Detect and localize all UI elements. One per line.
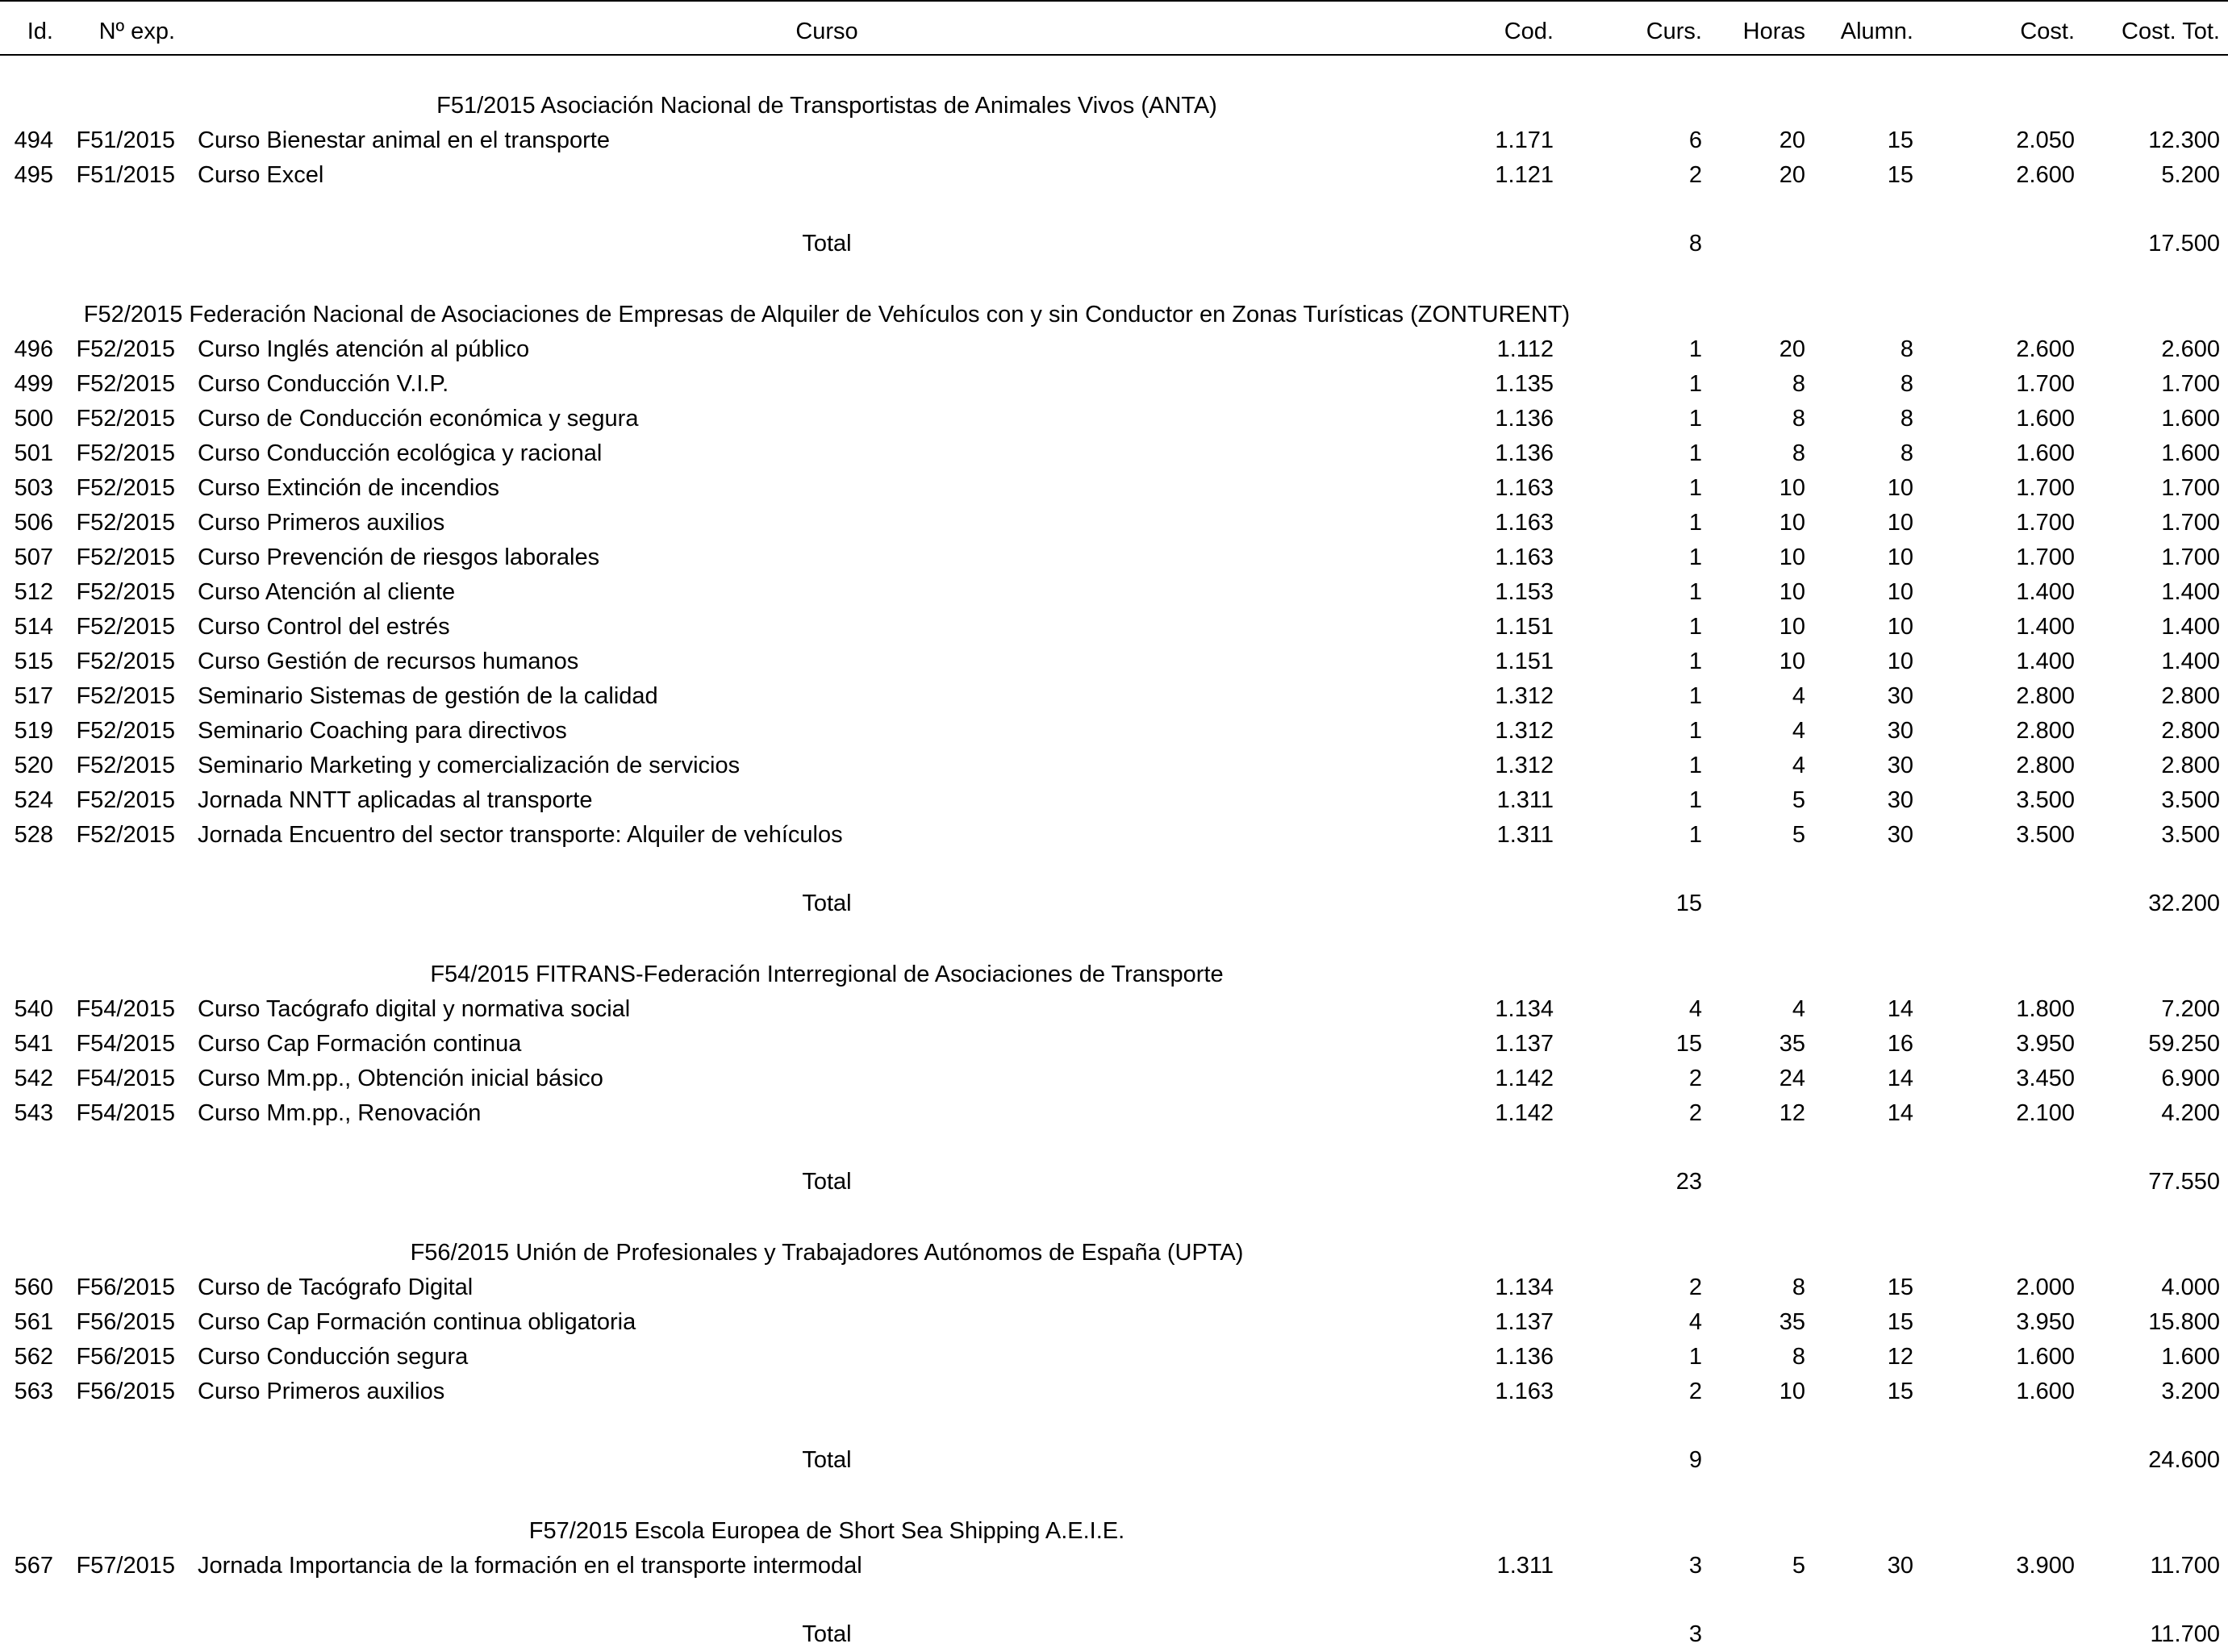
row-cost-tot: 4.000: [2161, 1274, 2220, 1300]
row-horas: 8: [1792, 406, 1805, 432]
group-total-label: Total: [802, 1169, 852, 1195]
row-cost-tot: 2.600: [2161, 336, 2220, 362]
row-curso: Curso Extinción de incendios: [198, 475, 499, 501]
row-alumn: 30: [1887, 1553, 1913, 1579]
group-total-curs: 9: [1688, 1447, 1702, 1473]
row-alumn: 8: [1900, 406, 1913, 432]
row-cod: 1.171: [1495, 127, 1554, 153]
row-cost: 1.600: [2016, 1344, 2075, 1370]
row-exp: F52/2015: [76, 718, 175, 744]
row-curs: 1: [1688, 544, 1702, 570]
group-total-cost: 17.500: [2148, 231, 2220, 257]
row-curs: 1: [1688, 683, 1702, 709]
row-curso: Curso Gestión de recursos humanos: [198, 649, 579, 674]
row-id: 562: [14, 1344, 53, 1370]
row-exp: F52/2015: [76, 753, 175, 778]
row-curs: 1: [1688, 510, 1702, 536]
row-cost: 1.600: [2016, 1379, 2075, 1404]
row-cod: 1.311: [1496, 822, 1554, 848]
row-curso: Jornada NNTT aplicadas al transporte: [198, 787, 593, 813]
row-horas: 35: [1779, 1309, 1805, 1335]
row-cost: 2.100: [2016, 1100, 2075, 1126]
row-cost: 1.700: [2016, 544, 2075, 570]
column-header-cost-tot: Cost. Tot.: [2122, 19, 2220, 44]
row-cost-tot: 1.400: [2161, 649, 2220, 674]
row-cod: 1.312: [1495, 718, 1554, 744]
row-cost: 1.800: [2016, 996, 2075, 1022]
row-horas: 4: [1792, 996, 1805, 1022]
row-curso: Curso Primeros auxilios: [198, 510, 445, 536]
row-horas: 4: [1792, 718, 1805, 744]
row-curs: 4: [1688, 1309, 1702, 1335]
row-curs: 1: [1688, 406, 1702, 432]
row-cost: 3.500: [2016, 787, 2075, 813]
row-horas: 12: [1779, 1100, 1805, 1126]
row-exp: F52/2015: [76, 787, 175, 813]
row-horas: 10: [1779, 475, 1805, 501]
row-id: 561: [14, 1309, 53, 1335]
row-alumn: 16: [1887, 1031, 1913, 1057]
row-curs: 1: [1688, 753, 1702, 778]
row-cod: 1.311: [1496, 787, 1554, 813]
row-curs: 1: [1688, 579, 1702, 605]
group-total-cost: 32.200: [2148, 891, 2220, 916]
row-id: 494: [14, 127, 53, 153]
row-cost-tot: 11.700: [2150, 1553, 2220, 1579]
row-exp: F54/2015: [76, 1031, 175, 1057]
row-cod: 1.121: [1495, 162, 1554, 188]
group-title: F56/2015 Unión de Profesionales y Trabajadores Autónomos de España (UPTA): [410, 1240, 1244, 1266]
row-exp: F51/2015: [76, 162, 175, 188]
row-cod: 1.134: [1495, 1274, 1554, 1300]
column-header-id: Id.: [27, 19, 53, 44]
row-curso: Curso Tacógrafo digital y normativa social: [198, 996, 631, 1022]
row-exp: F52/2015: [76, 544, 175, 570]
row-id: 501: [14, 440, 53, 466]
row-alumn: 15: [1887, 127, 1913, 153]
group-title: F57/2015 Escola Europea de Short Sea Shipping A.E.I.E.: [528, 1518, 1125, 1544]
row-cost-tot: 1.700: [2161, 544, 2220, 570]
row-alumn: 30: [1887, 718, 1913, 744]
row-cost: 1.700: [2016, 475, 2075, 501]
row-exp: F52/2015: [76, 336, 175, 362]
row-horas: 5: [1792, 822, 1805, 848]
row-alumn: 14: [1887, 1066, 1913, 1091]
row-cod: 1.151: [1495, 649, 1554, 674]
row-exp: F52/2015: [76, 510, 175, 536]
row-horas: 8: [1792, 371, 1805, 397]
row-cod: 1.153: [1495, 579, 1554, 605]
group-total-curs: 3: [1688, 1621, 1702, 1647]
row-horas: 10: [1779, 544, 1805, 570]
row-exp: F52/2015: [76, 579, 175, 605]
row-curso: Curso Conducción ecológica y racional: [198, 440, 603, 466]
row-alumn: 15: [1887, 1274, 1913, 1300]
row-horas: 5: [1792, 1553, 1805, 1579]
row-curso: Curso Control del estrés: [198, 614, 450, 640]
column-header-curs: Curs.: [1646, 19, 1702, 44]
row-alumn: 10: [1887, 614, 1913, 640]
group-total-cost: 11.700: [2150, 1621, 2220, 1647]
row-cost-tot: 2.800: [2161, 718, 2220, 744]
row-horas: 10: [1779, 649, 1805, 674]
row-id: 517: [14, 683, 53, 709]
group-total-cost: 24.600: [2148, 1447, 2220, 1473]
row-curs: 2: [1688, 1274, 1702, 1300]
row-curso: Curso Mm.pp., Renovación: [198, 1100, 482, 1126]
row-cost-tot: 1.600: [2161, 1344, 2220, 1370]
row-cod: 1.311: [1496, 1553, 1554, 1579]
row-curso: Curso Conducción segura: [198, 1344, 469, 1370]
row-cod: 1.312: [1495, 683, 1554, 709]
row-cod: 1.112: [1496, 336, 1554, 362]
row-curso: Jornada Importancia de la formación en el transporte intermodal: [198, 1553, 862, 1579]
row-cod: 1.163: [1495, 1379, 1554, 1404]
row-id: 507: [14, 544, 53, 570]
row-curso: Curso de Tacógrafo Digital: [198, 1274, 474, 1300]
row-cod: 1.136: [1495, 1344, 1554, 1370]
row-exp: F56/2015: [76, 1309, 175, 1335]
row-cod: 1.163: [1495, 510, 1554, 536]
row-cost: 2.800: [2016, 718, 2075, 744]
row-alumn: 30: [1887, 822, 1913, 848]
group-title: F54/2015 FITRANS-Federación Interregional de Asociaciones de Transporte: [430, 962, 1224, 987]
row-alumn: 12: [1887, 1344, 1913, 1370]
row-alumn: 8: [1900, 440, 1913, 466]
row-curso: Curso Inglés atención al público: [198, 336, 530, 362]
row-id: 540: [14, 996, 53, 1022]
row-exp: F52/2015: [76, 475, 175, 501]
row-curs: 3: [1688, 1553, 1702, 1579]
row-curso: Curso Bienestar animal en el transporte: [198, 127, 610, 153]
row-exp: F54/2015: [76, 1100, 175, 1126]
row-curs: 2: [1688, 1100, 1702, 1126]
group-total-label: Total: [802, 231, 852, 257]
row-alumn: 8: [1900, 336, 1913, 362]
row-cost: 2.600: [2016, 162, 2075, 188]
column-header-alumn: Alumn.: [1840, 19, 1913, 44]
row-curs: 1: [1688, 336, 1702, 362]
row-exp: F54/2015: [76, 1066, 175, 1091]
row-alumn: 8: [1900, 371, 1913, 397]
column-header-horas: Horas: [1742, 19, 1805, 44]
row-cost-tot: 1.700: [2161, 371, 2220, 397]
column-header-exp: Nº exp.: [98, 19, 175, 44]
row-curs: 1: [1688, 475, 1702, 501]
row-id: 506: [14, 510, 53, 536]
row-cost: 3.950: [2016, 1309, 2075, 1335]
row-id: 520: [14, 753, 53, 778]
row-alumn: 10: [1887, 475, 1913, 501]
row-exp: F52/2015: [76, 440, 175, 466]
row-cost: 2.800: [2016, 683, 2075, 709]
row-cost: 1.400: [2016, 614, 2075, 640]
row-curs: 1: [1688, 787, 1702, 813]
row-exp: F52/2015: [76, 406, 175, 432]
row-cost-tot: 5.200: [2161, 162, 2220, 188]
row-alumn: 30: [1887, 753, 1913, 778]
column-header-cost: Cost.: [2020, 19, 2075, 44]
row-id: 495: [14, 162, 53, 188]
row-cost-tot: 3.500: [2161, 822, 2220, 848]
row-cod: 1.135: [1495, 371, 1554, 397]
row-curso: Jornada Encuentro del sector transporte: Alquiler de vehículos: [198, 822, 843, 848]
row-horas: 10: [1779, 579, 1805, 605]
group-total-label: Total: [802, 891, 852, 916]
row-exp: F51/2015: [76, 127, 175, 153]
row-cod: 1.137: [1495, 1309, 1554, 1335]
row-horas: 24: [1779, 1066, 1805, 1091]
row-alumn: 10: [1887, 649, 1913, 674]
row-curso: Curso Primeros auxilios: [198, 1379, 445, 1404]
row-cost-tot: 1.400: [2161, 614, 2220, 640]
row-id: 563: [14, 1379, 53, 1404]
row-curso: Curso Mm.pp., Obtención inicial básico: [198, 1066, 603, 1091]
header-rule: [0, 54, 2228, 56]
row-horas: 8: [1792, 1274, 1805, 1300]
row-cost-tot: 1.600: [2161, 406, 2220, 432]
row-curs: 1: [1688, 822, 1702, 848]
row-cost-tot: 3.500: [2161, 787, 2220, 813]
row-horas: 20: [1779, 127, 1805, 153]
row-cost-tot: 1.400: [2161, 579, 2220, 605]
row-alumn: 10: [1887, 510, 1913, 536]
row-curso: Curso Conducción V.I.P.: [198, 371, 449, 397]
row-cost: 3.500: [2016, 822, 2075, 848]
row-curso: Curso Prevención de riesgos laborales: [198, 544, 600, 570]
row-cost-tot: 1.700: [2161, 510, 2220, 536]
row-id: 515: [14, 649, 53, 674]
row-cost: 3.900: [2016, 1553, 2075, 1579]
row-id: 496: [14, 336, 53, 362]
row-cod: 1.142: [1495, 1066, 1554, 1091]
row-curso: Seminario Coaching para directivos: [198, 718, 567, 744]
column-header-curso: Curso: [795, 19, 858, 44]
group-title: F52/2015 Federación Nacional de Asociaciones de Empresas de Alquiler de Vehículos con y sin Conductor en Zonas Turísticas (ZONTURENT): [83, 302, 1571, 327]
group-total-curs: 23: [1675, 1169, 1702, 1195]
row-cost-tot: 15.800: [2148, 1309, 2220, 1335]
row-horas: 10: [1779, 510, 1805, 536]
row-horas: 5: [1792, 787, 1805, 813]
row-id: 503: [14, 475, 53, 501]
row-id: 524: [14, 787, 53, 813]
row-cod: 1.136: [1495, 406, 1554, 432]
row-cost: 1.700: [2016, 371, 2075, 397]
column-header-cod: Cod.: [1504, 19, 1554, 44]
row-cod: 1.142: [1495, 1100, 1554, 1126]
row-horas: 20: [1779, 336, 1805, 362]
row-cod: 1.151: [1495, 614, 1554, 640]
row-curs: 1: [1688, 649, 1702, 674]
row-curs: 15: [1675, 1031, 1702, 1057]
row-cost: 3.950: [2016, 1031, 2075, 1057]
row-curs: 2: [1688, 1379, 1702, 1404]
row-cod: 1.312: [1495, 753, 1554, 778]
row-horas: 10: [1779, 614, 1805, 640]
row-cost: 3.450: [2016, 1066, 2075, 1091]
row-curso: Curso Cap Formación continua: [198, 1031, 522, 1057]
row-id: 542: [14, 1066, 53, 1091]
row-exp: F57/2015: [76, 1553, 175, 1579]
row-alumn: 14: [1887, 1100, 1913, 1126]
row-cod: 1.163: [1495, 544, 1554, 570]
row-exp: F56/2015: [76, 1344, 175, 1370]
row-cost-tot: 2.800: [2161, 753, 2220, 778]
row-exp: F52/2015: [76, 614, 175, 640]
row-cost-tot: 2.800: [2161, 683, 2220, 709]
row-id: 543: [14, 1100, 53, 1126]
row-horas: 4: [1792, 753, 1805, 778]
row-alumn: 10: [1887, 544, 1913, 570]
row-horas: 20: [1779, 162, 1805, 188]
row-cost-tot: 3.200: [2161, 1379, 2220, 1404]
row-cod: 1.137: [1495, 1031, 1554, 1057]
row-alumn: 14: [1887, 996, 1913, 1022]
row-alumn: 15: [1887, 162, 1913, 188]
row-exp: F56/2015: [76, 1274, 175, 1300]
row-curs: 2: [1688, 1066, 1702, 1091]
row-cost: 1.400: [2016, 579, 2075, 605]
row-cod: 1.163: [1495, 475, 1554, 501]
row-id: 512: [14, 579, 53, 605]
row-curs: 2: [1688, 162, 1702, 188]
row-cost-tot: 6.900: [2161, 1066, 2220, 1091]
row-curs: 1: [1688, 614, 1702, 640]
group-total-label: Total: [802, 1621, 852, 1647]
row-id: 528: [14, 822, 53, 848]
group-total-curs: 15: [1675, 891, 1702, 916]
row-curso: Seminario Sistemas de gestión de la calidad: [198, 683, 658, 709]
row-cost-tot: 59.250: [2148, 1031, 2220, 1057]
row-cost: 1.600: [2016, 440, 2075, 466]
row-id: 560: [14, 1274, 53, 1300]
row-cost: 1.400: [2016, 649, 2075, 674]
group-total-curs: 8: [1688, 231, 1702, 257]
row-cost: 2.800: [2016, 753, 2075, 778]
row-id: 514: [14, 614, 53, 640]
row-cost: 2.600: [2016, 336, 2075, 362]
row-alumn: 15: [1887, 1379, 1913, 1404]
row-exp: F52/2015: [76, 649, 175, 674]
row-curs: 1: [1688, 440, 1702, 466]
top-rule: [0, 0, 2228, 2]
row-exp: F52/2015: [76, 371, 175, 397]
row-alumn: 15: [1887, 1309, 1913, 1335]
row-id: 499: [14, 371, 53, 397]
row-curso: Curso Excel: [198, 162, 324, 188]
row-curs: 4: [1688, 996, 1702, 1022]
row-alumn: 10: [1887, 579, 1913, 605]
row-curs: 1: [1688, 371, 1702, 397]
row-id: 567: [14, 1553, 53, 1579]
row-horas: 35: [1779, 1031, 1805, 1057]
row-id: 541: [14, 1031, 53, 1057]
row-alumn: 30: [1887, 787, 1913, 813]
row-curs: 1: [1688, 1344, 1702, 1370]
row-alumn: 30: [1887, 683, 1913, 709]
group-total-label: Total: [802, 1447, 852, 1473]
row-exp: F56/2015: [76, 1379, 175, 1404]
row-cost-tot: 7.200: [2161, 996, 2220, 1022]
row-horas: 10: [1779, 1379, 1805, 1404]
row-exp: F52/2015: [76, 683, 175, 709]
row-cod: 1.134: [1495, 996, 1554, 1022]
row-cost: 2.000: [2016, 1274, 2075, 1300]
row-curs: 1: [1688, 718, 1702, 744]
row-cost-tot: 1.600: [2161, 440, 2220, 466]
row-exp: F54/2015: [76, 996, 175, 1022]
row-curso: Curso Cap Formación continua obligatoria: [198, 1309, 636, 1335]
row-cost-tot: 1.700: [2161, 475, 2220, 501]
row-curso: Curso de Conducción económica y segura: [198, 406, 639, 432]
row-cost-tot: 4.200: [2161, 1100, 2220, 1126]
row-cost: 2.050: [2016, 127, 2075, 153]
row-cost-tot: 12.300: [2148, 127, 2220, 153]
row-horas: 4: [1792, 683, 1805, 709]
row-cost: 1.600: [2016, 406, 2075, 432]
group-total-cost: 77.550: [2148, 1169, 2220, 1195]
row-horas: 8: [1792, 1344, 1805, 1370]
row-horas: 8: [1792, 440, 1805, 466]
row-id: 519: [14, 718, 53, 744]
row-cod: 1.136: [1495, 440, 1554, 466]
row-curso: Seminario Marketing y comercialización de servicios: [198, 753, 741, 778]
row-curso: Curso Atención al cliente: [198, 579, 456, 605]
row-cost: 1.700: [2016, 510, 2075, 536]
row-exp: F52/2015: [76, 822, 175, 848]
row-curs: 6: [1688, 127, 1702, 153]
group-title: F51/2015 Asociación Nacional de Transportistas de Animales Vivos (ANTA): [436, 93, 1217, 119]
row-id: 500: [14, 406, 53, 432]
